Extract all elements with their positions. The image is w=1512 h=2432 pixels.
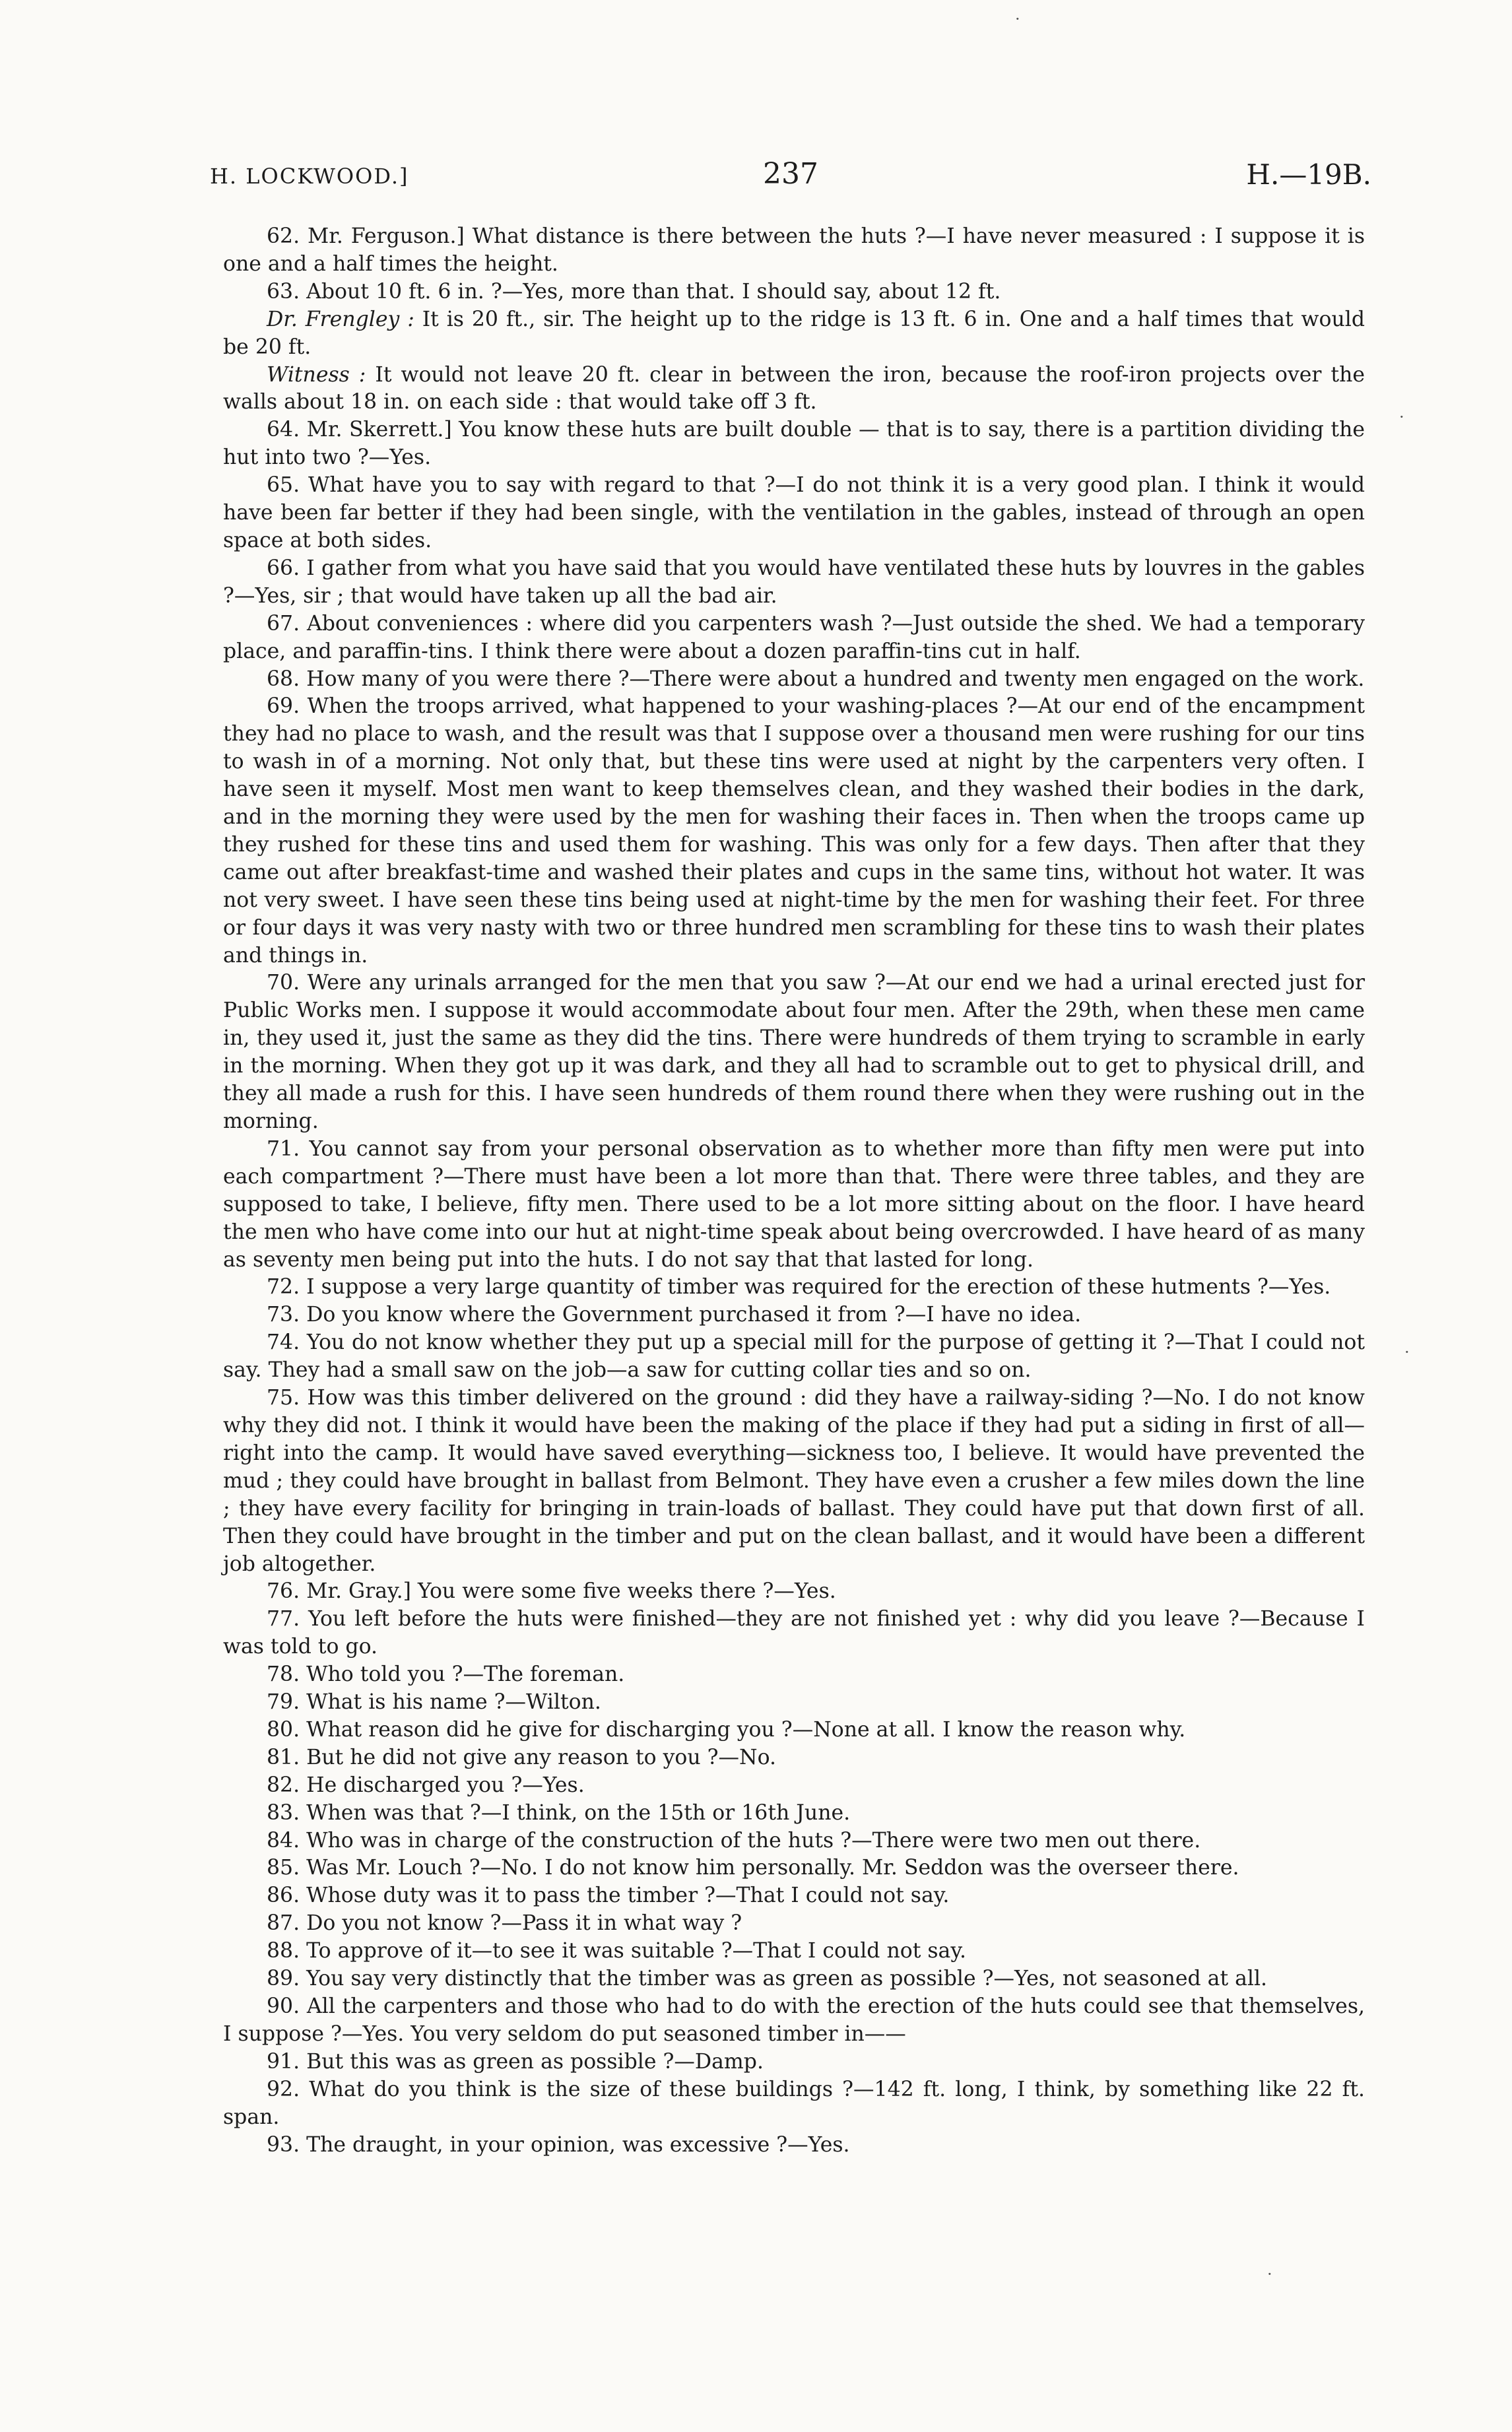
paragraph-text: 79. What is his name ?—Wilton. — [267, 1690, 601, 1715]
testimony-paragraph — [223, 1993, 1365, 2049]
testimony-paragraph — [223, 1910, 1365, 1938]
testimony-paragraph — [223, 1772, 1365, 1800]
paragraph-text: 63. About 10 ft. 6 in. ?—Yes, more than that. I should say, about 12 ft. — [267, 279, 1001, 304]
speaker-label: Witness : — [267, 362, 366, 387]
paragraph-text: 66. I gather from what you have said that you would have ventilated these huts by louvres in the gables ?—Yes, sir ; that would have taken up all the bad air. — [223, 556, 1365, 608]
testimony-paragraph — [223, 279, 1365, 306]
paragraph-text: 91. But this was as green as possible ?—Damp. — [267, 2049, 764, 2074]
paragraph-text: 62. Mr. Ferguson.] What distance is there between the huts ?—I have never measured : I suppose it is one and a half times the height. — [223, 224, 1365, 276]
paper-reference: H.—19B. — [1246, 158, 1371, 191]
paragraph-text: It is 20 ft., sir. The height up to the ridge is 13 ft. 6 in. One and a half times that would be 20 ft. — [223, 307, 1365, 359]
testimony-paragraph — [223, 1744, 1365, 1772]
header-witness-name: H. LOCKWOOD.] — [210, 164, 409, 189]
testimony-paragraph — [223, 2132, 1365, 2159]
page-header — [210, 157, 1371, 197]
testimony-paragraph — [223, 610, 1365, 666]
paragraph-text: 67. About conveniences : where did you carpenters wash ?—Just outside the shed. We had a temporary place, and paraffin-tins. I think there were about a dozen paraffin-tins cut in half. — [223, 611, 1365, 663]
paragraph-text: 72. I suppose a very large quantity of timber was required for the erection of these hutments ?—Yes. — [267, 1275, 1331, 1299]
paragraph-text: 69. When the troops arrived, what happened to your washing-places ?—At our end of the encampment they had no place to wash, and the result was that I suppose over a thousand men were rushing for our tins to wash in of a morning. Not only that, but these tins were used at night by the carpenters very often. I have seen it myself. Most men want to keep themselves clean, and they washed their bodies in the dark, and in the morning they were used by the men for washing their faces in. Then when the troops came up they rushed for these tins and used them for washing. This was only for a few days. Then after that they came out after breakfast-time and washed their plates and cups in the same tins, without hot water. It was not very sweet. I have seen these tins being used at night-time by the men for washing their feet. For three or four days it was very nasty with two or three hundred men scrambling for these tins to wash their plates and things in. — [223, 694, 1365, 968]
testimony-paragraph — [223, 970, 1365, 1135]
testimony-paragraph — [223, 693, 1365, 970]
paragraph-text: 92. What do you think is the size of these buildings ?—142 ft. long, I think, by something like 22 ft. span. — [223, 2077, 1365, 2129]
paragraph-text: 90. All the carpenters and those who had to do with the erection of the huts could see that themselves, I suppose ?—Yes. You very seldom do put seasoned timber in—— — [223, 1994, 1365, 2046]
testimony-paragraph — [223, 416, 1365, 472]
paragraph-text: 86. Whose duty was it to pass the timber ?—That I could not say. — [267, 1884, 950, 1908]
paragraph-text: 82. He discharged you ?—Yes. — [267, 1773, 585, 1797]
scan-speck: · — [1404, 1343, 1410, 1362]
scan-speck: · — [1015, 10, 1020, 28]
testimony-paragraph — [223, 1606, 1365, 1661]
testimony-paragraph — [223, 1717, 1365, 1744]
testimony-paragraph — [223, 472, 1365, 555]
testimony-paragraph — [223, 1136, 1365, 1274]
paragraph-text: 77. You left before the huts were finished—they are not finished yet : why did you leave ?—Because I was told to go. — [223, 1607, 1365, 1659]
paragraph-text: 81. But he did not give any reason to you ?—No. — [267, 1745, 777, 1769]
scan-speck: · — [1399, 408, 1404, 426]
paragraph-text: 64. Mr. Skerrett.] You know these huts are built double — that is to say, there is a partition dividing the hut into two ?—Yes. — [223, 418, 1365, 470]
testimony-paragraph — [223, 223, 1365, 279]
paragraph-text: 84. Who was in charge of the construction of the huts ?—There were two men out there. — [267, 1828, 1201, 1853]
paragraph-text: 76. Mr. Gray.] You were some five weeks there ?—Yes. — [267, 1579, 836, 1604]
paragraph-text: 88. To approve of it—to see it was suitable ?—That I could not say. — [267, 1939, 966, 1963]
speaker-label: Dr. Frengley : — [267, 307, 414, 331]
paragraph-text: 80. What reason did he give for discharging you ?—None at all. I know the reason why. — [267, 1717, 1186, 1742]
paragraph-text: 75. How was this timber delivered on the ground : did they have a railway-siding ?—No. I do not know why they did not. I think it would have been the making of the place if they had put a siding in first of all—right into the camp. It would have saved everything—sickness too, I believe. It would have prevented the mud ; they could have brought in ballast from Belmont. They have even a crusher a few miles down the line ; they have every facility for bringing in train-loads of ballast. They could have put that down first of all. Then they could have brought in the timber and put on the clean ballast, and it would have been a different job altogether. — [223, 1386, 1365, 1576]
testimony-paragraph — [223, 1301, 1365, 1329]
paragraph-text: 74. You do not know whether they put up a special mill for the purpose of getting it ?—That I could not say. They had a small saw on the job—a saw for cutting collar ties and so on. — [223, 1331, 1365, 1383]
testimony-paragraph — [223, 1578, 1365, 1606]
paragraph-text: 85. Was Mr. Louch ?—No. I do not know him personally. Mr. Seddon was the overseer there. — [267, 1856, 1239, 1880]
testimony-paragraph — [223, 306, 1365, 362]
testimony-paragraph — [223, 555, 1365, 610]
paragraph-text: 70. Were any urinals arranged for the men that you saw ?—At our end we had a urinal erected just for Public Works men. I suppose it would accommodate about four men. After the 29th, when these men came in, they used it, just the same as they did the tins. There were hundreds of them trying to scramble in early in the morning. When they got up it was dark, and they all had to scramble out to get to physical drill, and they all made a rush for this. I have seen hundreds of them round there when they were rushing out in the morning. — [223, 971, 1365, 1133]
testimony-paragraph — [223, 1385, 1365, 1578]
testimony-paragraph — [223, 2049, 1365, 2076]
testimony-paragraph — [223, 1274, 1365, 1301]
paragraph-text: 83. When was that ?—I think, on the 15th or 16th June. — [267, 1800, 851, 1825]
paragraph-text: 93. The draught, in your opinion, was excessive ?—Yes. — [267, 2132, 850, 2157]
testimony-paragraph — [223, 1827, 1365, 1855]
page-number: 237 — [763, 157, 818, 191]
testimony-paragraph — [223, 1965, 1365, 1993]
testimony-paragraph — [223, 1800, 1365, 1827]
paragraph-text: 71. You cannot say from your personal observation as to whether more than fifty men were put into each compartment ?—There must have been a lot more than that. There were three tables, and they are supposed to take, I believe, fifty men. There used to be a lot more sitting about on the floor. I have heard the men who have come into our hut at night-time speak about being overcrowded. I have heard of as many as seventy men being put into the huts. I do not say that that lasted for long. — [223, 1136, 1365, 1272]
testimony-paragraph — [223, 666, 1365, 694]
scan-speck: · — [1267, 2265, 1272, 2284]
paragraph-text: 87. Do you not know ?—Pass it in what way ? — [267, 1911, 742, 1936]
testimony-paragraph — [223, 2076, 1365, 2132]
testimony-paragraph — [223, 1938, 1365, 1965]
paragraph-text: 73. Do you know where the Government purchased it from ?—I have no idea. — [267, 1303, 1082, 1327]
paragraph-text: 68. How many of you were there ?—There were about a hundred and twenty men engaged on the work. — [267, 667, 1365, 691]
testimony-paragraph — [223, 1661, 1365, 1689]
paragraph-text: 65. What have you to say with regard to that ?—I do not think it is a very good plan. I think it would have been far better if they had been single, with the ventilation in the gables, instead of through an open space at both sides. — [223, 473, 1365, 552]
paragraph-text: It would not leave 20 ft. clear in between the iron, because the roof-iron projects over the walls about 18 in. on each side : that would take off 3 ft. — [223, 362, 1365, 414]
testimony-paragraph — [223, 362, 1365, 417]
paragraph-text: 78. Who told you ?—The foreman. — [267, 1662, 625, 1687]
testimony-paragraph — [223, 1855, 1365, 1882]
testimony-body — [223, 223, 1365, 2159]
testimony-paragraph — [223, 1329, 1365, 1385]
paragraph-text: 89. You say very distinctly that the timber was as green as possible ?—Yes, not seasoned at all. — [267, 1967, 1268, 1991]
testimony-paragraph — [223, 1689, 1365, 1717]
testimony-paragraph — [223, 1882, 1365, 1910]
